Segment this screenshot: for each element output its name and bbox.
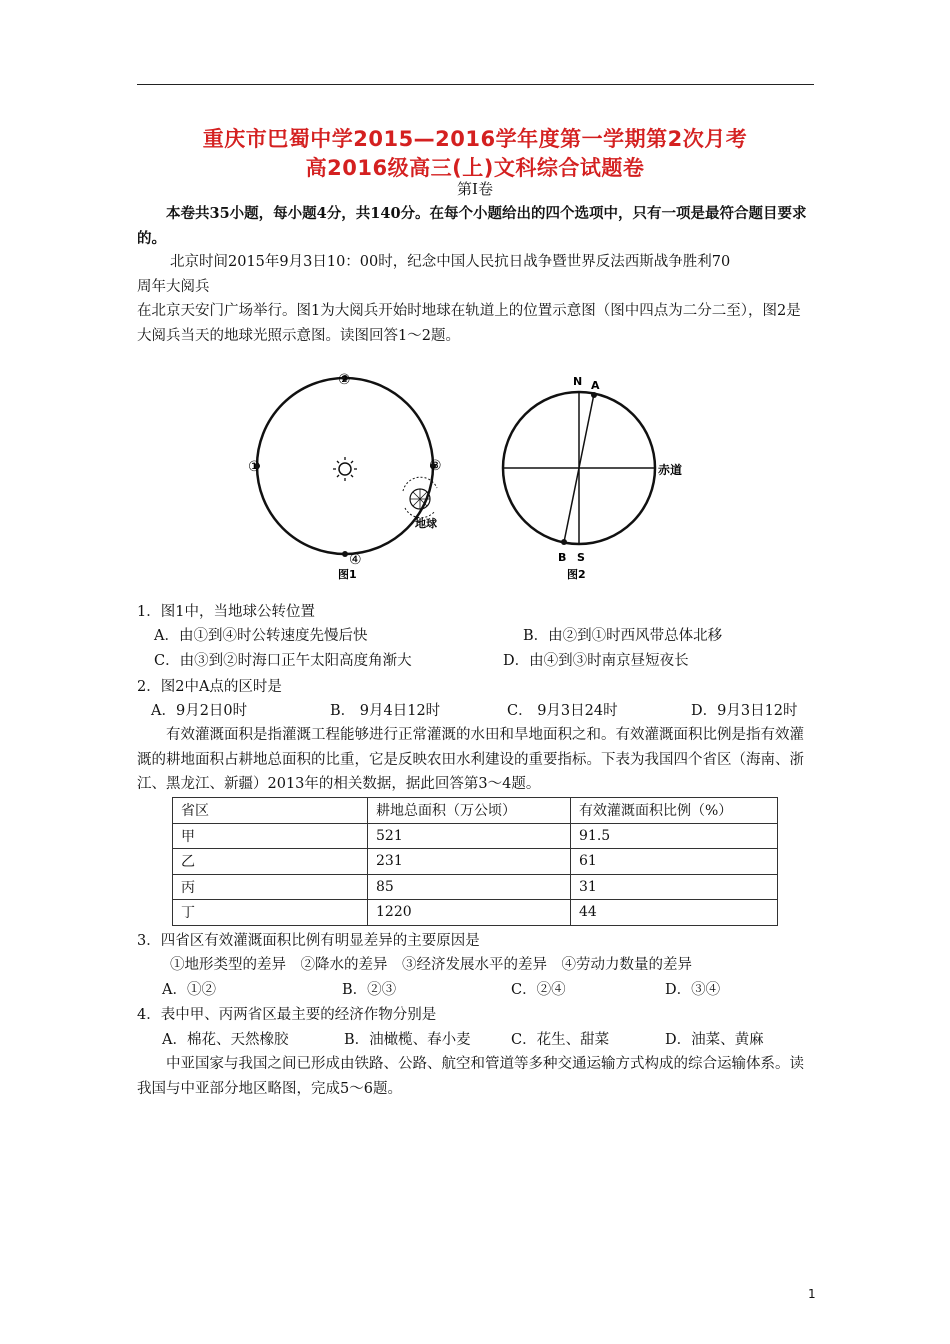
figure2-illumination-diagram <box>495 368 695 588</box>
instructions: 本卷共35小题，每小题4分，共140分。在每个小题给出的四个选项中，只有一项是最符合题目要求的。 <box>137 205 807 247</box>
table-cell: 丁 <box>173 900 368 926</box>
label-s: S <box>577 551 585 564</box>
intro1-line1: 北京时间2015年9月3日10：00时，纪念中国人民抗日战争暨世界反法西斯战争胜利70 <box>170 254 731 270</box>
q4-option-d: D．油菜、黄麻 <box>665 1032 764 1048</box>
exam-title-line2: 高2016级高三(上)文科综合试题卷 <box>305 156 645 180</box>
table-cell: 甲 <box>173 823 368 849</box>
q2-option-c: C． 9月3日24时 <box>507 703 618 719</box>
point-a <box>591 392 597 398</box>
q1-option-a: A．由①到④时公转速度先慢后快 <box>154 628 368 644</box>
figure2-caption: 图2 <box>567 568 586 581</box>
table-cell: 1220 <box>368 900 571 926</box>
q1-stem: 1．图1中，当地球公转位置 <box>137 604 315 620</box>
label-a: A <box>591 379 600 392</box>
label-3: ③ <box>429 458 442 474</box>
q1-option-d: D．由④到③时南京昼短夜长 <box>503 653 689 669</box>
q3-option-b: B．②③ <box>342 982 397 998</box>
table-cell: 91.5 <box>571 823 778 849</box>
q3-items: ①地形类型的差异 ②降水的差异 ③经济发展水平的差异 ④劳动力数量的差异 <box>170 957 692 973</box>
q2-stem: 2．图2中A点的区时是 <box>137 679 282 695</box>
table-row <box>173 874 778 900</box>
intro1-line2: 周年大阅兵 <box>137 279 210 295</box>
figure1-orbit-diagram <box>245 366 455 586</box>
q2-option-d: D．9月3日12时 <box>691 703 798 719</box>
q3-stem: 3．四省区有效灌溉面积比例有明显差异的主要原因是 <box>137 933 480 949</box>
sun-icon <box>333 457 357 481</box>
label-n: N <box>573 375 583 388</box>
table-header-row <box>173 798 778 824</box>
intro2: 有效灌溉面积是指灌溉工程能够进行正常灌溉的水田和旱地面积之和。有效灌溉面积比例是指有效灌溉的耕地面积占耕地总面积的比重，它是反映农田水利建设的重要指标。下表为我国四个省区（海南、浙江、黑龙江、新疆）2013年的相关数据，据此回答第3～4题。 <box>137 727 804 792</box>
header-rule <box>137 84 814 85</box>
q4-stem: 4．表中甲、丙两省区最主要的经济作物分别是 <box>137 1007 437 1023</box>
q4-option-a: A．棉花、天然橡胶 <box>162 1032 289 1048</box>
label-2: ② <box>338 372 351 388</box>
table-row <box>173 849 778 875</box>
table-cell: 乙 <box>173 849 368 875</box>
table-cell: 44 <box>571 900 778 926</box>
table-header: 耕地总面积（万公顷） <box>368 798 571 824</box>
point-b <box>561 539 567 545</box>
q3-option-c: C．②④ <box>511 982 566 998</box>
intro3: 中亚国家与我国之间已形成由铁路、公路、航空和管道等多种交通运输方式构成的综合运输体系。读我国与中亚部分地区略图，完成5～6题。 <box>137 1056 804 1097</box>
intro1-line3: 在北京天安门广场举行。图1为大阅兵开始时地球在轨道上的位置示意图（图中四点为二分二至），图2是大阅兵当天的地球光照示意图。读图回答1～2题。 <box>137 303 801 344</box>
label-1: ① <box>248 459 261 475</box>
q1-option-c: C．由③到②时海口正午太阳高度角渐大 <box>154 653 412 669</box>
q4-option-c: C．花生、甜菜 <box>511 1032 610 1048</box>
table-cell: 61 <box>571 849 778 875</box>
table-row <box>173 823 778 849</box>
page-number: 1 <box>808 1287 816 1301</box>
q3-option-d: D．③④ <box>665 982 721 998</box>
section-heading: 第Ⅰ卷 <box>457 180 493 198</box>
earth-label: 地球 <box>415 517 437 530</box>
orbit-circle <box>257 378 433 554</box>
label-4: ④ <box>349 552 362 568</box>
q2-option-a: A．9月2日0时 <box>151 703 248 719</box>
q2-option-b: B． 9月4日12时 <box>330 703 441 719</box>
figure1-caption: 图1 <box>338 568 357 581</box>
q1-option-b: B．由②到①时西风带总体北移 <box>523 628 723 644</box>
q3-option-a: A．①② <box>162 982 216 998</box>
table-cell: 85 <box>368 874 571 900</box>
table-cell: 521 <box>368 823 571 849</box>
table-cell: 231 <box>368 849 571 875</box>
q4-option-b: B．油橄榄、春小麦 <box>344 1032 471 1048</box>
table-header: 有效灌溉面积比例（%） <box>571 798 778 824</box>
table-cell: 31 <box>571 874 778 900</box>
label-b: B <box>558 551 567 564</box>
table-header: 省区 <box>173 798 368 824</box>
table-row <box>173 900 778 926</box>
equator-label: 赤道 <box>658 463 683 477</box>
table-cell: 丙 <box>173 874 368 900</box>
irrigation-table <box>172 797 778 926</box>
orbit-point-4 <box>342 551 348 557</box>
exam-title-line1: 重庆市巴蜀中学2015—2016学年度第一学期第2次月考 <box>202 127 748 151</box>
